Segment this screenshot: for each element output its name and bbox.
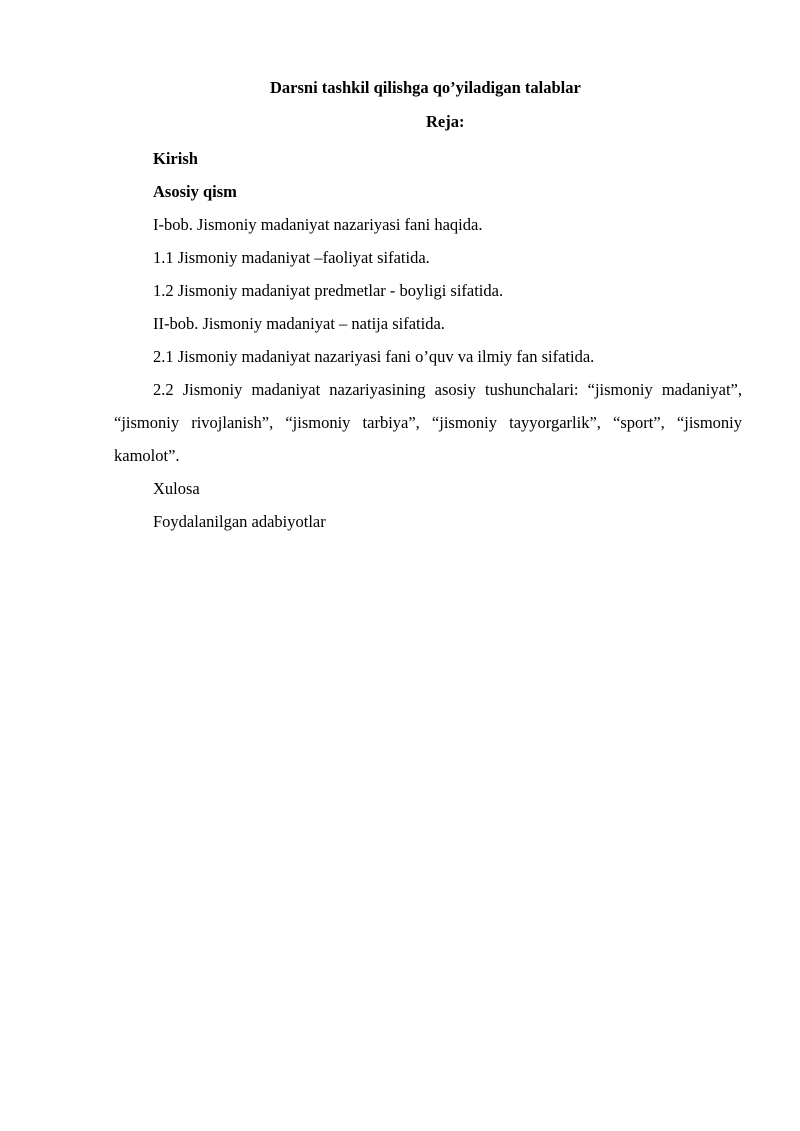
plan-item-section-2-2: 2.2 Jismoniy madaniyat nazariyasining asosiy tushunchalari: “jismoniy madaniyat”, “jismoniy rivojlanish”, “jismoniy tarbiya”, “jismoniy tayyorgarlik”, “sport”, “jismoniy kamolot”. bbox=[114, 380, 742, 465]
plan-item-references: Foydalanilgan adabiyotlar bbox=[153, 512, 326, 531]
plan-item-conclusion: Xulosa bbox=[153, 479, 200, 498]
plan-item-section-1-1: 1.1 Jismoniy madaniyat –faoliyat sifatida. bbox=[153, 248, 430, 267]
plan-item-chapter-2: II-bob. Jismoniy madaniyat – natija sifatida. bbox=[153, 314, 445, 333]
plan-item-section-1-2: 1.2 Jismoniy madaniyat predmetlar - boyligi sifatida. bbox=[153, 281, 504, 300]
plan-item-section-2-1: 2.1 Jismoniy madaniyat nazariyasi fani o’quv va ilmiy fan sifatida. bbox=[153, 347, 595, 366]
plan-item-chapter-1: I-bob. Jismoniy madaniyat nazariyasi fani haqida. bbox=[153, 215, 483, 234]
plan-item-main-part: Asosiy qism bbox=[153, 182, 237, 201]
plan-heading: Reja: bbox=[426, 112, 465, 131]
plan-item-intro: Kirish bbox=[153, 149, 198, 168]
plan-list bbox=[114, 142, 742, 538]
page-title: Darsni tashkil qilishga qo’yiladigan talablar bbox=[270, 78, 581, 97]
document-body bbox=[114, 76, 742, 538]
